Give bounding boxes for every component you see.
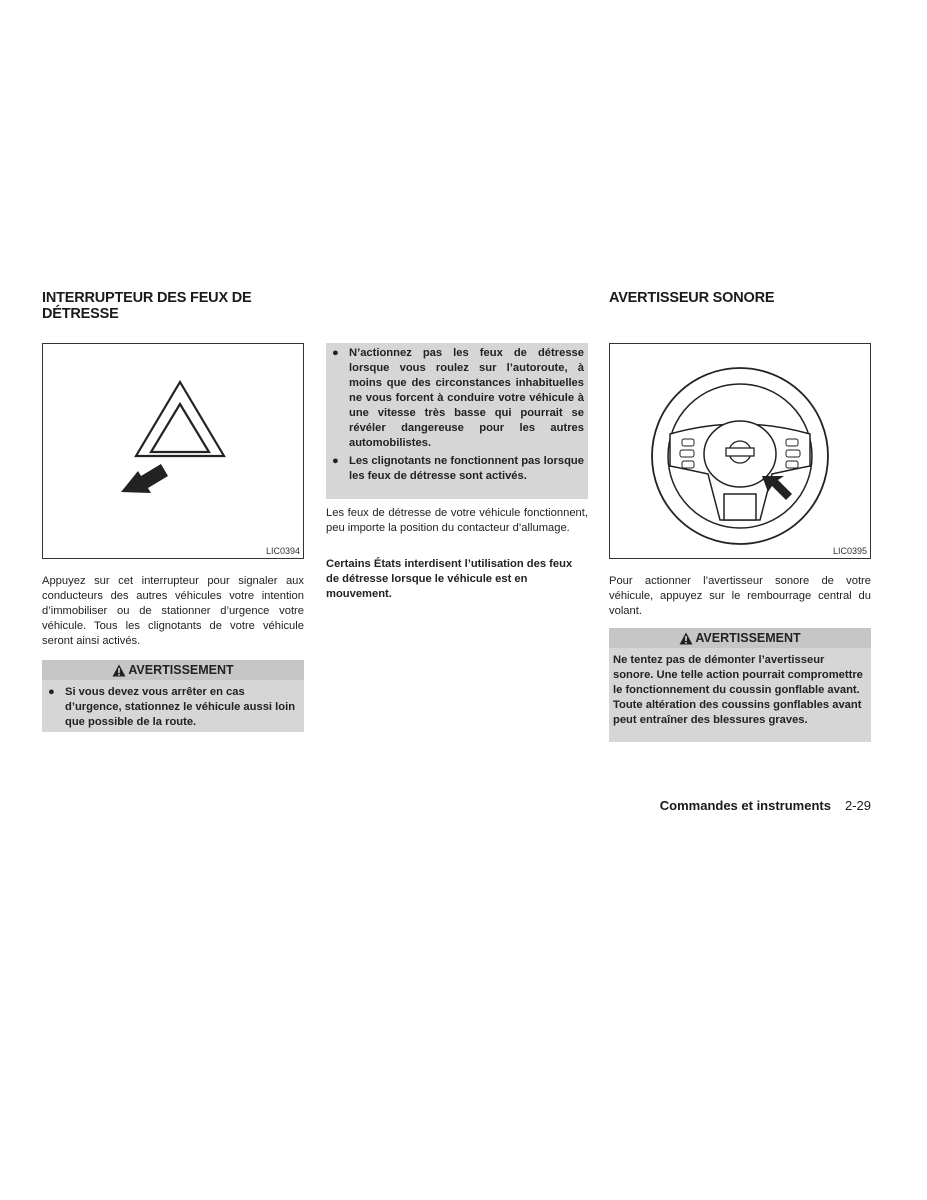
figure-code: LIC0394 — [265, 546, 300, 556]
warning-bullet-text: Si vous devez vous arrêter en cas d’urgence, stationnez le véhicule aussi loin que possible de la route. — [65, 686, 296, 728]
warning-text: Ne tentez pas de démonter l’avertisseur sonore. Une telle action pourrait compromettre le fonctionnement du coussin gonflable avant. Toute altération des coussins gonflables avant peut entraîner des blessures graves. — [613, 654, 863, 726]
warning-title: AVERTISSEMENT — [128, 662, 234, 677]
warning-header — [42, 660, 304, 680]
warning-bullet — [330, 346, 584, 451]
hazard-description: Appuyez sur cet interrupteur pour signaler aux conducteurs des autres véhicules votre intention d’immobiliser ou de stationner d’urgence votre véhicule. Tous les clignotants de votre véhicule seront ainsi activés. — [42, 575, 304, 647]
hazard-ignition-note: Les feux de détresse de votre véhicule fonctionnent, peu importe la position du contacteur d’allumage. — [326, 507, 588, 534]
warning-bullet-text: Les clignotants ne fonctionnent pas lorsque les feux de détresse sont activés. — [349, 455, 584, 482]
warning-icon — [679, 632, 693, 645]
steering-wheel-figure — [609, 343, 871, 559]
horn-description: Pour actionner l’avertisseur sonore de votre véhicule, appuyez sur le rembourrage central du volant. — [609, 575, 871, 617]
bullet-dot-icon: ● — [48, 686, 55, 698]
warning-bullet-text: N’actionnez pas les feux de détresse lorsque vous roulez sur l’autoroute, à moins que des circonstances inhabituelles ne vous forcent à conduire votre véhicule à une vitesse très basse qui pourrait se révéler dangereuse pour les autres automobilistes. — [349, 347, 584, 449]
warning-bullet — [46, 685, 300, 730]
section-heading-hazard — [42, 290, 304, 322]
section-heading-horn: AVERTISSEUR SONORE — [609, 290, 775, 306]
page-footer — [660, 798, 871, 813]
heading-line-2: DÉTRESSE — [42, 306, 119, 322]
bullet-dot-icon: ● — [332, 347, 339, 359]
hazard-switch-figure — [42, 343, 304, 559]
bullet-dot-icon: ● — [332, 455, 339, 467]
warning-bullet — [330, 454, 584, 484]
warning-title: AVERTISSEMENT — [695, 630, 801, 645]
heading-line-1: INTERRUPTEUR DES FEUX DE — [42, 290, 252, 306]
footer-section-title: Commandes et instruments — [659, 798, 831, 813]
figure-code: LIC0395 — [832, 546, 867, 556]
legal-note: Certains États interdisent l’utilisation des feux de détresse lorsque le véhicule est en mouvement. — [326, 558, 573, 600]
hazard-triangle-icon — [43, 344, 303, 558]
warning-box-middle — [326, 343, 588, 499]
warning-box-right — [609, 628, 871, 742]
warning-header — [609, 628, 871, 648]
page-number: 2-29 — [844, 798, 871, 813]
warning-box-left — [42, 660, 304, 732]
steering-wheel-icon — [610, 344, 870, 558]
warning-icon — [112, 664, 126, 677]
